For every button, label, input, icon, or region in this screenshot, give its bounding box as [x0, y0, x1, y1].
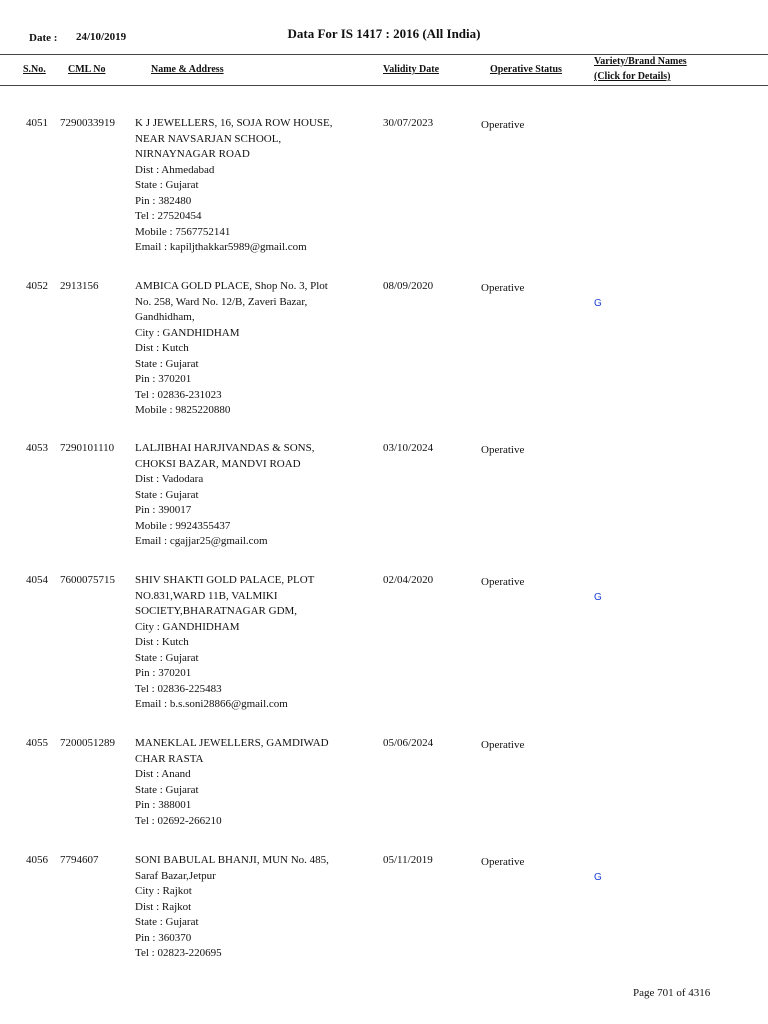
address-line: Dist : Ahmedabad	[135, 163, 215, 176]
address-line: SONI BABULAL BHANJI, MUN No. 485,	[135, 854, 329, 866]
address-line: Tel : 27520454	[135, 210, 202, 222]
address-line: CHOKSI BAZAR, MANDVI ROAD	[135, 457, 301, 470]
serial-number: 4055	[26, 737, 48, 749]
validity-date: 08/09/2020	[383, 280, 434, 292]
validity-date: 03/10/2024	[383, 442, 434, 454]
address-line: Tel : 02836-231023	[135, 388, 222, 401]
address-line: SOCIETY,BHARATNAGAR GDM,	[135, 605, 298, 617]
address-line: Pin : 382480	[135, 194, 192, 207]
address-line: Mobile : 9924355437	[135, 519, 231, 532]
address-line: Pin : 360370	[135, 931, 192, 944]
cml-number: 2913156	[60, 280, 99, 292]
name-address	[135, 116, 355, 256]
address-line: Dist : Kutch	[135, 342, 189, 354]
header-rule-bottom	[0, 85, 768, 86]
address-line: Mobile : 7567752141	[135, 225, 231, 238]
address-line: Pin : 390017	[135, 504, 192, 516]
header-rule-top	[0, 54, 768, 55]
address-line: K J JEWELLERS, 16, SOJA ROW HOUSE,	[135, 117, 333, 129]
address-line: Email : kapiljthakkar5989@gmail.com	[135, 241, 307, 253]
address-line: No. 258, Ward No. 12/B, Zaveri Bazar,	[135, 295, 308, 308]
operative-status: Operative	[481, 739, 525, 751]
cml-number: 7200051289	[60, 737, 115, 749]
col-name-header: Name & Address	[151, 64, 224, 75]
address-line: State : Gujarat	[135, 783, 199, 796]
name-address	[135, 441, 355, 550]
serial-number: 4053	[26, 442, 48, 454]
serial-number: 4052	[26, 280, 48, 292]
address-line: Pin : 370201	[135, 373, 192, 385]
cml-number: 7794607	[60, 854, 99, 866]
address-line: NO.831,WARD 11B, VALMIKI	[135, 589, 278, 602]
name-address	[135, 736, 355, 829]
variety-brand-link[interactable]: G	[594, 592, 602, 603]
name-address	[135, 853, 355, 962]
address-line: CHAR RASTA	[135, 752, 204, 765]
address-line: Gandhidham,	[135, 311, 195, 323]
page-number: Page 701 of 4316	[633, 987, 711, 999]
cml-number: 7600075715	[60, 574, 115, 586]
col-cml-header: CML No	[68, 64, 106, 75]
address-line: MANEKLAL JEWELLERS, GAMDIWAD	[135, 737, 329, 749]
col-sno-header: S.No.	[23, 64, 46, 75]
name-address	[135, 279, 355, 419]
address-line: State : Gujarat	[135, 916, 199, 928]
address-line: Dist : Rajkot	[135, 900, 192, 913]
address-line: State : Gujarat	[135, 357, 199, 370]
operative-status: Operative	[481, 856, 525, 868]
address-line: Dist : Vadodara	[135, 473, 204, 485]
address-line: City : Rajkot	[135, 885, 192, 897]
operative-status: Operative	[481, 576, 525, 588]
address-line: Tel : 02692-266210	[135, 814, 222, 827]
address-line: State : Gujarat	[135, 488, 199, 501]
address-line: Email : cgajjar25@gmail.com	[135, 535, 268, 547]
address-line: Dist : Anand	[135, 768, 191, 780]
operative-status: Operative	[481, 444, 525, 456]
address-line: State : Gujarat	[135, 651, 199, 664]
address-line: Pin : 388001	[135, 799, 192, 811]
address-line: Dist : Kutch	[135, 636, 189, 648]
address-line: City : GANDHIDHAM	[135, 326, 240, 339]
address-line: NIRNAYNAGAR ROAD	[135, 148, 250, 160]
address-line: City : GANDHIDHAM	[135, 620, 240, 633]
document-title: Data For IS 1417 : 2016 (All India)	[287, 26, 481, 41]
name-address	[135, 573, 355, 713]
address-line: Pin : 370201	[135, 667, 192, 679]
col-status-header: Operative Status	[490, 64, 562, 75]
col-validity-header: Validity Date	[383, 64, 440, 75]
validity-date: 02/04/2020	[383, 574, 434, 586]
address-line: Email : b.s.soni28866@gmail.com	[135, 698, 288, 710]
date-value: 24/10/2019	[76, 31, 127, 43]
serial-number: 4051	[26, 117, 48, 129]
serial-number: 4056	[26, 854, 48, 866]
address-line: State : Gujarat	[135, 179, 199, 191]
operative-status: Operative	[481, 119, 525, 131]
validity-date: 05/06/2024	[383, 737, 434, 749]
address-line: LALJIBHAI HARJIVANDAS & SONS,	[135, 442, 315, 454]
col-variety-header-line1: Variety/Brand Names	[594, 56, 687, 67]
variety-brand-link[interactable]: G	[594, 298, 602, 309]
date-label: Date :	[29, 32, 58, 44]
cml-number: 7290101110	[60, 442, 115, 454]
validity-date: 30/07/2023	[383, 117, 434, 129]
address-line: AMBICA GOLD PLACE, Shop No. 3, Plot	[135, 280, 328, 292]
operative-status: Operative	[481, 282, 525, 294]
validity-date: 05/11/2019	[383, 854, 433, 866]
address-line: Tel : 02836-225483	[135, 682, 222, 695]
col-variety-header-line2: (Click for Details)	[594, 71, 671, 82]
serial-number: 4054	[26, 574, 48, 586]
cml-number: 7290033919	[60, 117, 115, 129]
address-line: Mobile : 9825220880	[135, 404, 231, 416]
address-line: SHIV SHAKTI GOLD PALACE, PLOT	[135, 574, 315, 586]
variety-brand-link[interactable]: G	[594, 872, 602, 883]
address-line: NEAR NAVSARJAN SCHOOL,	[135, 132, 282, 145]
address-line: Tel : 02823-220695	[135, 947, 222, 959]
address-line: Saraf Bazar,Jetpur	[135, 869, 216, 882]
